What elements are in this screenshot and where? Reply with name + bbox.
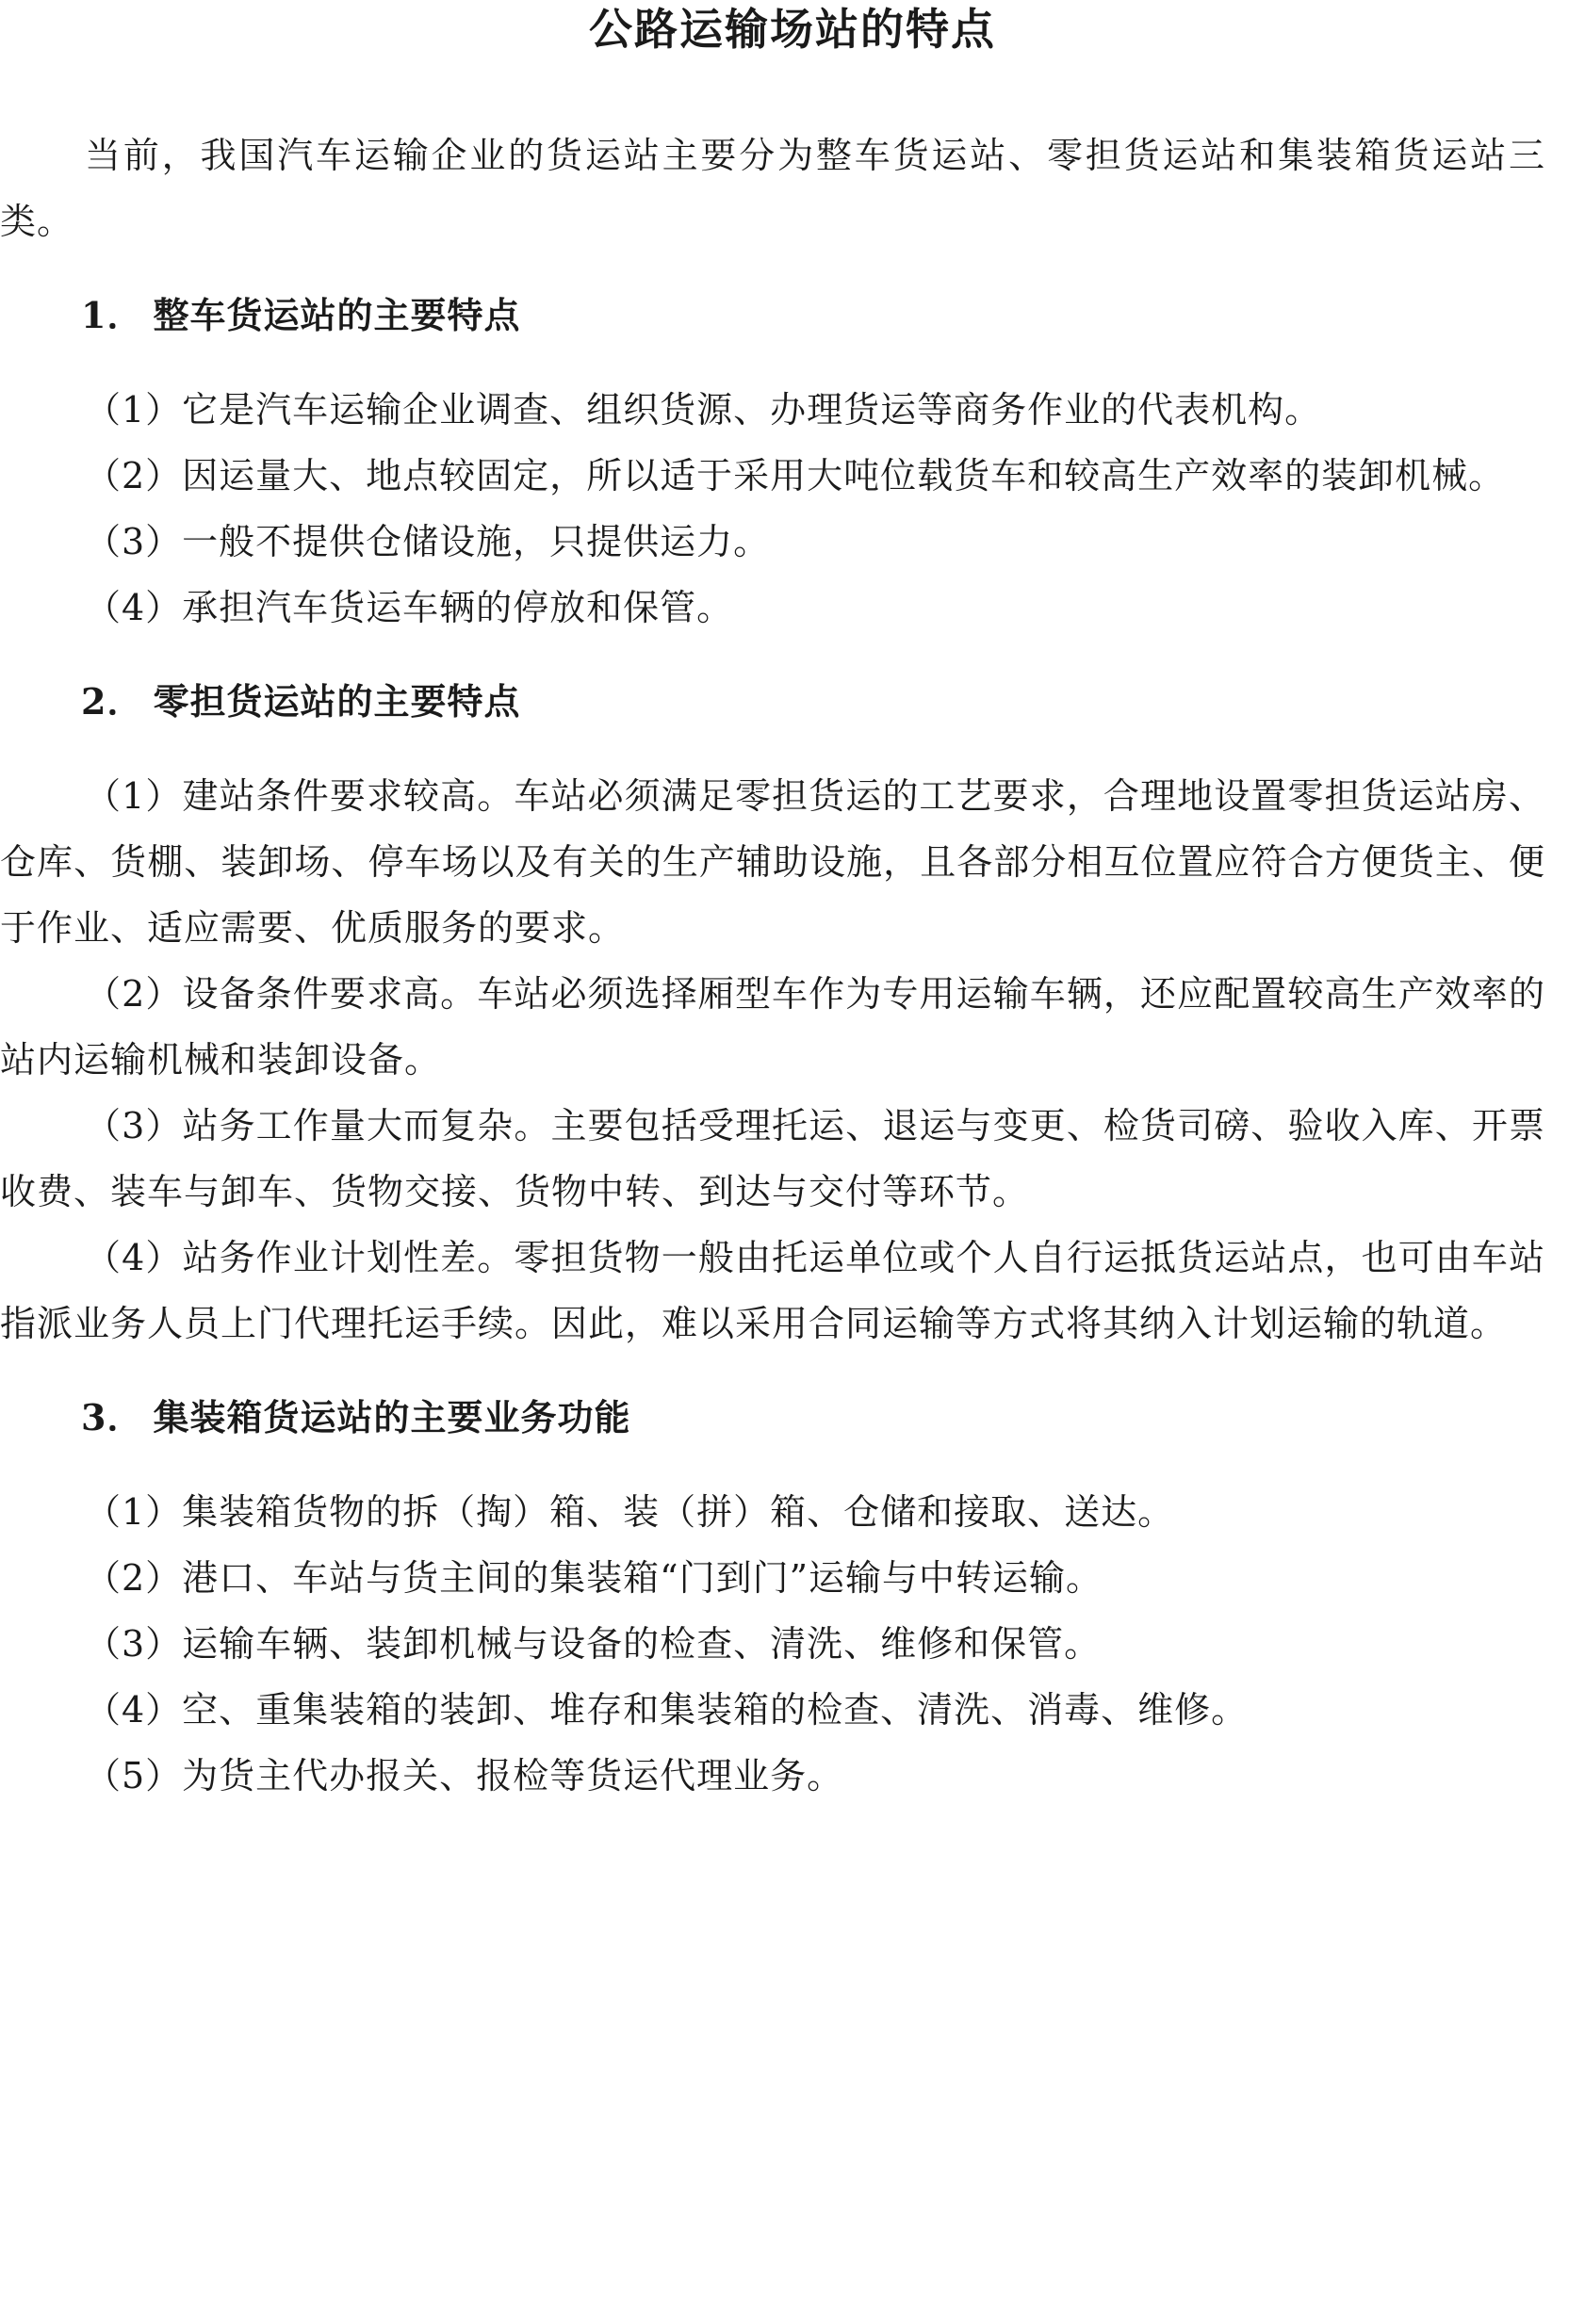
section-heading-1 xyxy=(0,283,1545,349)
document-body xyxy=(0,122,1545,1809)
section-number: 1． xyxy=(81,294,144,336)
list-item: （1）它是汽车运输企业调查、组织货源、办理货运等商务作业的代表机构。 xyxy=(85,389,1322,431)
section-heading-text: 零担货运站的主要特点 xyxy=(153,681,521,723)
list-item: （1）集装箱货物的拆（掏）箱、装（拼）箱、仓储和接取、送达。 xyxy=(85,1491,1175,1533)
list-item: （4）承担汽车货运车辆的停放和保管。 xyxy=(85,587,734,628)
section-number: 2． xyxy=(81,680,144,723)
section-heading-2 xyxy=(0,669,1545,735)
intro-paragraph: 当前，我国汽车运输企业的货运站主要分为整车货运站、零担货运站和集装箱货运站三类。 xyxy=(0,135,1545,242)
section-heading-text: 集装箱货运站的主要业务功能 xyxy=(153,1397,631,1438)
list-item: （2）港口、车站与货主间的集装箱“门到门”运输与中转运输。 xyxy=(85,1557,1103,1599)
list-item: （2）设备条件要求高。车站必须选择厢型车作为专用运输车辆，还应配置较高生产效率的站内运输机械和装卸设备。 xyxy=(0,973,1545,1081)
list-item: （2）因运量大、地点较固定，所以适于采用大吨位载货车和较高生产效率的装卸机械。 xyxy=(85,455,1506,496)
section-heading-text: 整车货运站的主要特点 xyxy=(153,295,521,336)
list-item: （4）空、重集装箱的装卸、堆存和集装箱的检查、清洗、消毒、维修。 xyxy=(85,1689,1249,1731)
list-item: （4）站务作业计划性差。零担货物一般由托运单位或个人自行运抵货运站点，也可由车站指派业务人员上门代理托运手续。因此，难以采用合同运输等方式将其纳入计划运输的轨道。 xyxy=(0,1237,1545,1344)
section-heading-3 xyxy=(0,1385,1545,1451)
page-title: 公路运输场站的特点 xyxy=(589,4,996,55)
list-item: （3）站务工作量大而复杂。主要包括受理托运、退运与变更、检货司磅、验收入库、开票收费、装车与卸车、货物交接、货物中转、到达与交付等环节。 xyxy=(0,1105,1545,1212)
list-item: （3）一般不提供仓储设施，只提供运力。 xyxy=(85,521,771,562)
list-item: （1）建站条件要求较高。车站必须满足零担货运的工艺要求，合理地设置零担货运站房、仓库、货棚、装卸场、停车场以及有关的生产辅助设施，且各部分相互位置应符合方便货主、便于作业、适应需要、优质服务的要求。 xyxy=(0,775,1545,949)
list-item: （3）运输车辆、装卸机械与设备的检查、清洗、维修和保管。 xyxy=(85,1623,1102,1665)
list-item: （5）为货主代办报关、报检等货运代理业务。 xyxy=(85,1755,844,1796)
section-number: 3． xyxy=(81,1396,144,1438)
